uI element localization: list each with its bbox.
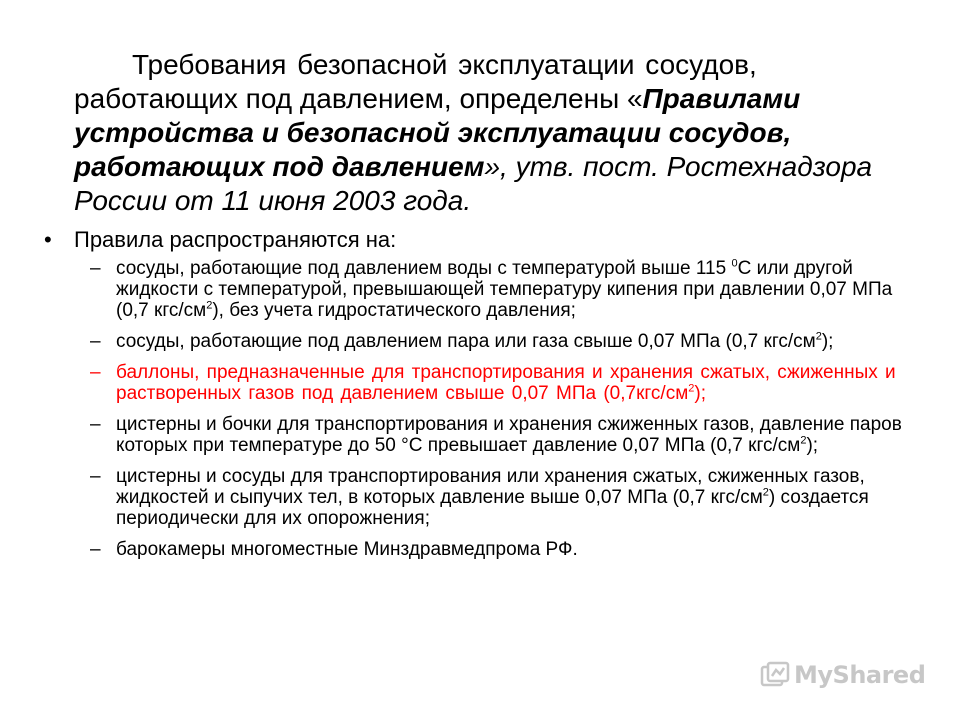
intro-tail: », утв. пост. Ростехнадзора России от 11 июня 2003 года. xyxy=(74,151,873,216)
item-text: ), без учета гидростатического давления; xyxy=(212,300,576,321)
item-text: цистерны и бочки для транспортирования и хранения сжиженных газов, давление паров которых при температуре до 50 °С превышает давление 0,07 МПа (0,7 кгс/см xyxy=(116,414,902,456)
sub-items-list xyxy=(90,258,930,570)
intro-rest xyxy=(74,82,894,218)
bullet-text: Правила распространяются на: xyxy=(74,227,397,252)
superscript: 2 xyxy=(762,486,769,499)
watermark xyxy=(760,660,930,690)
list-item xyxy=(90,414,930,456)
item-text: баллоны, предназначенные для транспортирования и хранения сжатых, сжиженных и растворенных газов под давлением свыше 0,07 МПа (0,7кгс/см xyxy=(116,362,896,404)
dash-marker: – xyxy=(90,414,101,435)
list-item-highlighted xyxy=(90,362,930,404)
item-text: ) создается периодически для их опорожнения; xyxy=(116,487,869,529)
item-text: сосуды, работающие под давлением пара или газа свыше 0,07 МПа (0,7 кгс/см xyxy=(116,331,816,352)
item-text: ); xyxy=(821,331,834,352)
item-text: сосуды, работающие под давлением воды с температурой выше 115 xyxy=(116,258,732,279)
dash-marker: – xyxy=(90,331,101,352)
list-item xyxy=(90,539,930,560)
dash-marker: – xyxy=(90,362,101,383)
item-text: ); xyxy=(806,435,819,456)
dash-marker: – xyxy=(90,258,101,279)
intro-part-2: работающих под давлением, определены « xyxy=(74,83,643,114)
rules-title: Правилами устройства и безопасной эксплуатации сосудов, работающих под давлением xyxy=(74,83,801,182)
list-item xyxy=(90,258,930,321)
superscript: 2 xyxy=(206,299,213,312)
dash-marker: – xyxy=(90,539,101,560)
superscript: 2 xyxy=(815,330,822,343)
superscript: 2 xyxy=(688,382,695,395)
item-text: барокамеры многоместные Минздравмедпрома РФ. xyxy=(116,539,578,560)
list-item xyxy=(90,331,930,352)
list-item xyxy=(90,466,930,529)
item-text: С или другой жидкости с температурой, превышающей температуру кипения при давлении 0,07 МПа (0,7 кгс/см xyxy=(116,258,893,321)
watermark-text: MyShared xyxy=(794,661,926,689)
myshared-logo-icon xyxy=(760,661,790,689)
item-text: ); xyxy=(694,383,706,404)
superscript: 0 xyxy=(731,257,738,270)
dash-marker: – xyxy=(90,466,101,487)
item-text: цистерны и сосуды для транспортирования или хранения сжатых, сжиженных газов, жидкостей и сыпучих тел, в которых давление выше 0,07 МПа (0,7 кгс/см xyxy=(116,466,865,508)
intro-paragraph xyxy=(74,48,894,218)
intro-line-1: Требования безопасной эксплуатации сосудов, xyxy=(132,49,757,80)
bullet-marker: • xyxy=(44,227,52,252)
superscript: 2 xyxy=(800,434,807,447)
